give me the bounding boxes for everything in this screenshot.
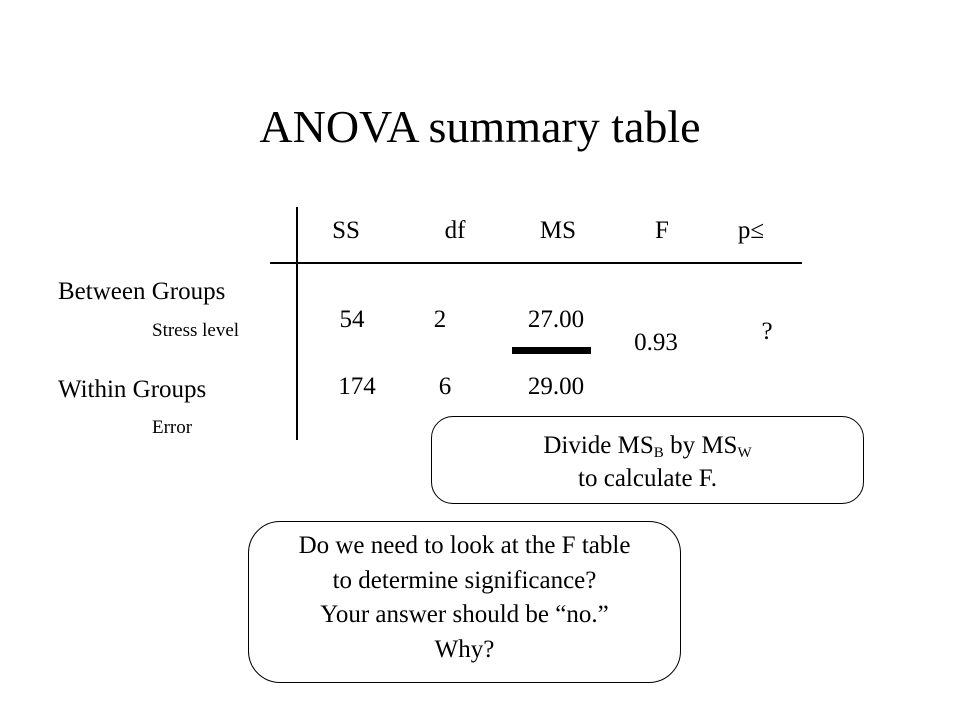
callout-divide-line-2: to calculate F. xyxy=(578,465,717,492)
column-header-ss: SS xyxy=(332,217,360,244)
cell-within-df: 6 xyxy=(438,373,452,400)
subscript-w: W xyxy=(737,445,752,461)
callout-question-line-3: Your answer should be “no.” xyxy=(320,601,609,628)
division-bar xyxy=(512,347,591,354)
cell-between-ms: 27.00 xyxy=(527,306,585,333)
slide-title: ANOVA summary table xyxy=(259,101,701,152)
subscript-b: B xyxy=(653,445,664,461)
cell-p-value: ? xyxy=(761,318,773,345)
cell-between-ss: 54 xyxy=(339,306,365,333)
column-header-p: p≤ xyxy=(737,217,765,244)
column-header-f: F xyxy=(655,217,669,244)
row-sublabel-stress-level: Stress level xyxy=(152,320,240,341)
cell-within-ms: 29.00 xyxy=(527,373,585,400)
callout-question-line-2: to determine significance? xyxy=(332,566,597,594)
row-label-between-groups: Between Groups xyxy=(58,278,226,305)
callout-significance-question xyxy=(248,521,681,683)
callout-question-line-1: Do we need to look at the F table xyxy=(298,532,631,559)
column-header-ms: MS xyxy=(539,217,577,244)
callout-divide-text-pre: Divide MS xyxy=(543,432,654,459)
callout-divide-ms xyxy=(431,416,864,504)
cell-f-value: 0.93 xyxy=(634,329,678,356)
table-header-rule xyxy=(270,262,802,264)
callout-divide-text-mid: by MS xyxy=(663,432,738,459)
cell-within-ss: 174 xyxy=(338,373,376,400)
cell-between-df: 2 xyxy=(433,306,447,333)
row-label-within-groups: Within Groups xyxy=(58,376,207,403)
table-vertical-rule xyxy=(296,207,298,440)
callout-question-line-4: Why? xyxy=(434,635,495,663)
column-header-df: df xyxy=(444,217,466,244)
callout-divide-line-1 xyxy=(432,429,863,462)
row-sublabel-error: Error xyxy=(152,417,193,438)
